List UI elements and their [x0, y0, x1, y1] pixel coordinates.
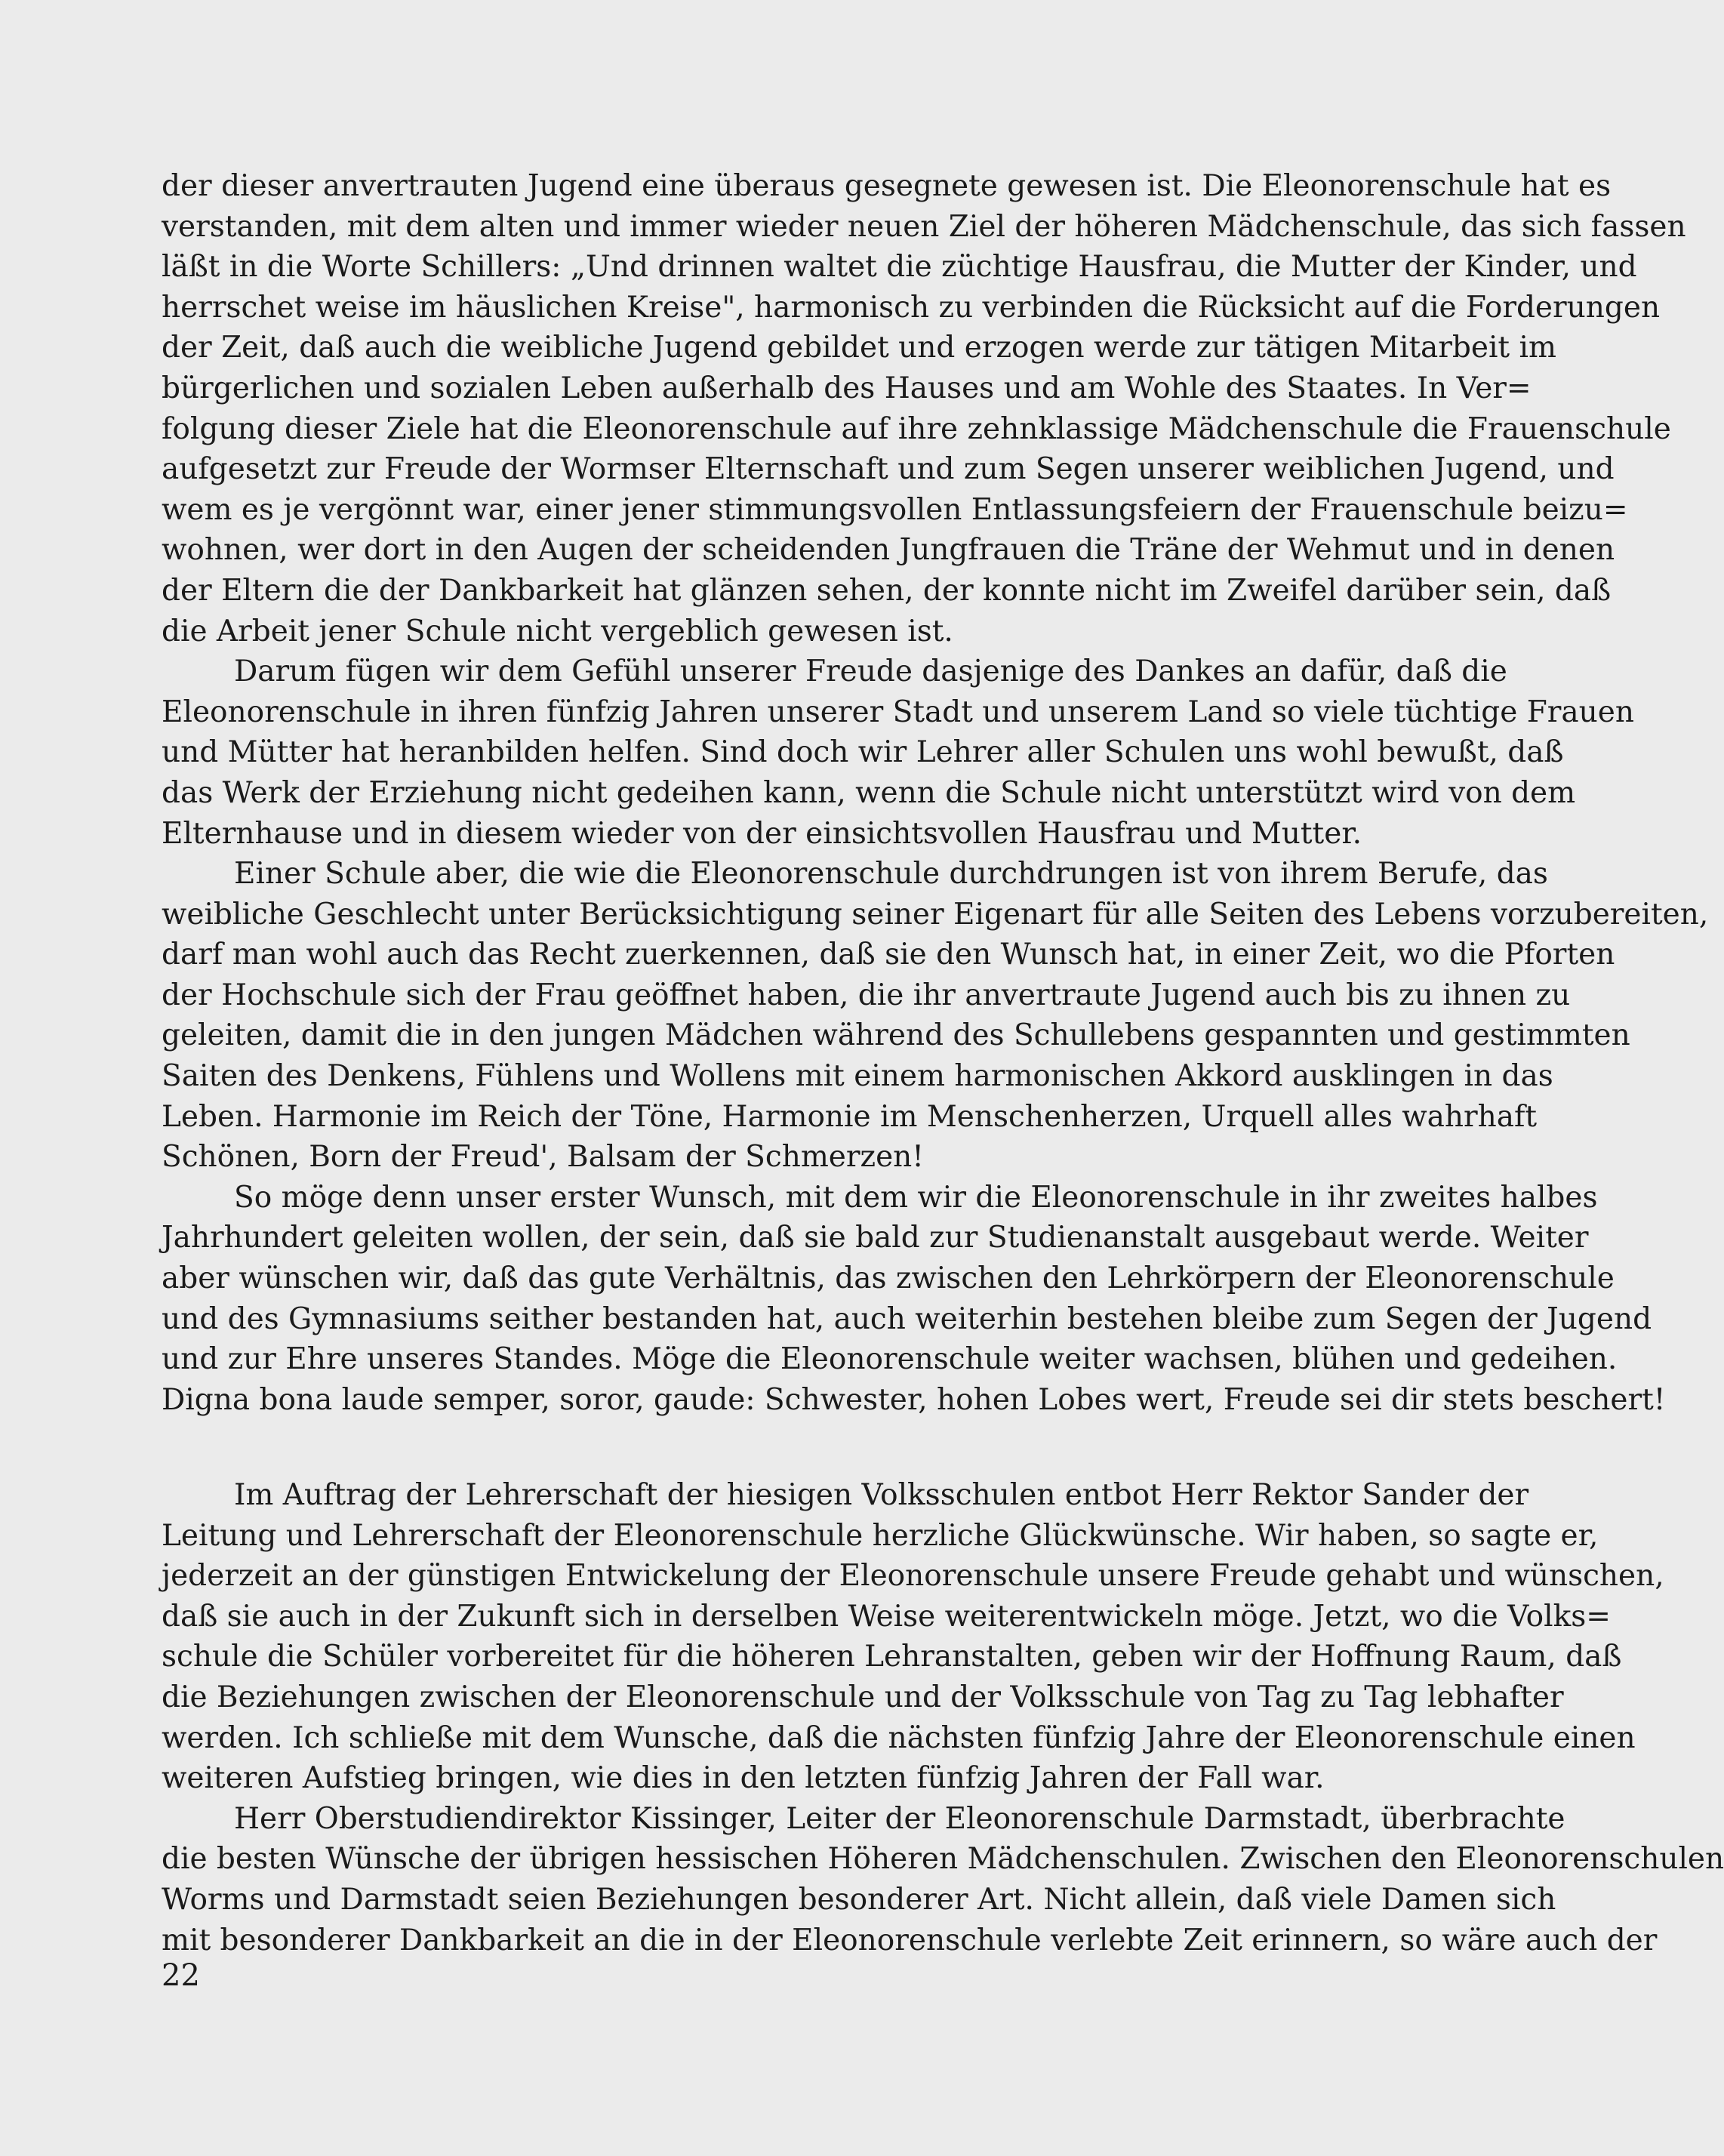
text-line: und Mütter hat heranbilden helfen. Sind doch wir Lehrer aller Schulen uns wohl bewußt, daß: [162, 735, 1564, 770]
text-line: die besten Wünsche der übrigen hessischen Höheren Mädchenschulen. Zwischen den Eleonorenschulen: [162, 1842, 1724, 1877]
text-line: Herr Oberstudiendirektor Kissinger, Leiter der Eleonorenschule Darmstadt, überbrachte: [234, 1801, 1565, 1836]
text-line: das Werk der Erziehung nicht gedeihen kann, wenn die Schule nicht unterstützt wird von dem: [162, 775, 1576, 810]
text-section-continuation: [162, 1475, 1724, 1960]
text-line: Digna bona laude semper, soror, gaude: Schwester, hohen Lobes wert, Freude sei dir stets beschert!: [162, 1382, 1666, 1417]
text-section-main: [162, 166, 1709, 1420]
text-line: werden. Ich schließe mit dem Wunsche, daß die nächsten fünfzig Jahre der Eleonorenschule einen: [162, 1720, 1636, 1755]
text-line: und zur Ehre unseres Standes. Möge die Eleonorenschule weiter wachsen, blühen und gedeihen.: [162, 1342, 1618, 1377]
text-line: der Zeit, daß auch die weibliche Jugend gebildet und erzogen werde zur tätigen Mitarbeit im: [162, 331, 1556, 365]
text-line: aufgesetzt zur Freude der Wormser Elternschaft und zum Segen unserer weiblichen Jugend, und: [162, 452, 1615, 487]
text-line: schule die Schüler vorbereitet für die höheren Lehranstalten, geben wir der Hoffnung Raum, daß: [162, 1640, 1622, 1674]
text-line: verstanden, mit dem alten und immer wieder neuen Ziel der höheren Mädchenschule, das sich fassen: [162, 209, 1686, 244]
text-line: daß sie auch in der Zukunft sich in derselben Weise weiterentwickeln möge. Jetzt, wo die Volks=: [162, 1599, 1611, 1634]
text-line: folgung dieser Ziele hat die Eleonorenschule auf ihre zehnklassige Mädchenschule die Frauenschule: [162, 411, 1671, 446]
text-line: die Arbeit jener Schule nicht vergeblich gewesen ist.: [162, 614, 953, 648]
text-line: Einer Schule aber, die wie die Eleonorenschule durchdrungen ist von ihrem Berufe, das: [234, 857, 1548, 892]
text-line: weibliche Geschlecht unter Berücksichtigung seiner Eigenart für alle Seiten des Lebens vorzubereiten,: [162, 897, 1709, 932]
text-line: aber wünschen wir, daß das gute Verhältnis, das zwischen den Lehrkörpern der Eleonorenschule: [162, 1261, 1615, 1296]
text-line: So möge denn unser erster Wunsch, mit dem wir die Eleonorenschule in ihr zweites halbes: [234, 1180, 1598, 1215]
text-line: weiteren Aufstieg bringen, wie dies in den letzten fünfzig Jahren der Fall war.: [162, 1761, 1325, 1796]
text-line: der Eltern die der Dankbarkeit hat glänzen sehen, der konnte nicht im Zweifel darüber sein, daß: [162, 573, 1612, 608]
text-line: wem es je vergönnt war, einer jener stimmungsvollen Entlassungsfeiern der Frauenschule beizu=: [162, 492, 1628, 527]
text-line: Elternhause und in diesem wieder von der einsichtsvollen Hausfrau und Mutter.: [162, 816, 1362, 851]
text-line: Eleonorenschule in ihren fünfzig Jahren unserer Stadt und unserem Land so viele tüchtige Frauen: [162, 695, 1634, 729]
text-line: herrschet weise im häuslichen Kreise", harmonisch zu verbinden die Rücksicht auf die Forderungen: [162, 290, 1661, 325]
text-line: bürgerlichen und sozialen Leben außerhalb des Hauses und am Wohle des Staates. In Ver=: [162, 371, 1532, 405]
text-line: Im Auftrag der Lehrerschaft der hiesigen Volksschulen entbot Herr Rektor Sander der: [234, 1478, 1529, 1512]
text-line: Darum fügen wir dem Gefühl unserer Freude dasjenige des Dankes an dafür, daß die: [234, 654, 1507, 689]
text-line: der dieser anvertrauten Jugend eine überaus gesegnete gewesen ist. Die Eleonorenschule hat es: [162, 169, 1612, 203]
text-line: Jahrhundert geleiten wollen, der sein, daß sie bald zur Studienanstalt ausgebaut werde. Weiter: [162, 1221, 1589, 1255]
text-line: geleiten, damit die in den jungen Mädchen während des Schullebens gespannten und gestimmten: [162, 1018, 1630, 1053]
text-line: Worms und Darmstadt seien Beziehungen besonderer Art. Nicht allein, daß viele Damen sich: [162, 1882, 1556, 1917]
text-line: Saiten des Denkens, Fühlens und Wollens mit einem harmonischen Akkord ausklingen in das: [162, 1059, 1553, 1094]
page-number: 22: [162, 1958, 200, 1993]
text-line: Leitung und Lehrerschaft der Eleonorenschule herzliche Glückwünsche. Wir haben, so sagte er,: [162, 1518, 1599, 1553]
text-line: wohnen, wer dort in den Augen der scheidenden Jungfrauen die Träne der Wehmut und in denen: [162, 533, 1615, 568]
text-line: jederzeit an der günstigen Entwickelung der Eleonorenschule unsere Freude gehabt und wünschen,: [162, 1559, 1664, 1594]
text-line: der Hochschule sich der Frau geöffnet haben, die ihr anvertraute Jugend auch bis zu ihnen zu: [162, 978, 1571, 1012]
text-line: mit besonderer Dankbarkeit an die in der Eleonorenschule verlebte Zeit erinnern, so wäre auch der: [162, 1923, 1658, 1957]
text-line: Schönen, Born der Freud', Balsam der Schmerzen!: [162, 1140, 924, 1175]
text-line: darf man wohl auch das Recht zuerkennen, daß sie den Wunsch hat, in einer Zeit, wo die Pforten: [162, 938, 1615, 972]
text-line: läßt in die Worte Schillers: „Und drinnen waltet die züchtige Hausfrau, die Mutter der Kinder, und: [162, 250, 1637, 285]
text-line: und des Gymnasiums seither bestanden hat, auch weiterhin bestehen bleibe zum Segen der Jugend: [162, 1301, 1652, 1336]
text-line: die Beziehungen zwischen der Eleonorenschule und der Volksschule von Tag zu Tag lebhafter: [162, 1680, 1564, 1714]
text-line: Leben. Harmonie im Reich der Töne, Harmonie im Menschenherzen, Urquell alles wahrhaft: [162, 1099, 1538, 1134]
